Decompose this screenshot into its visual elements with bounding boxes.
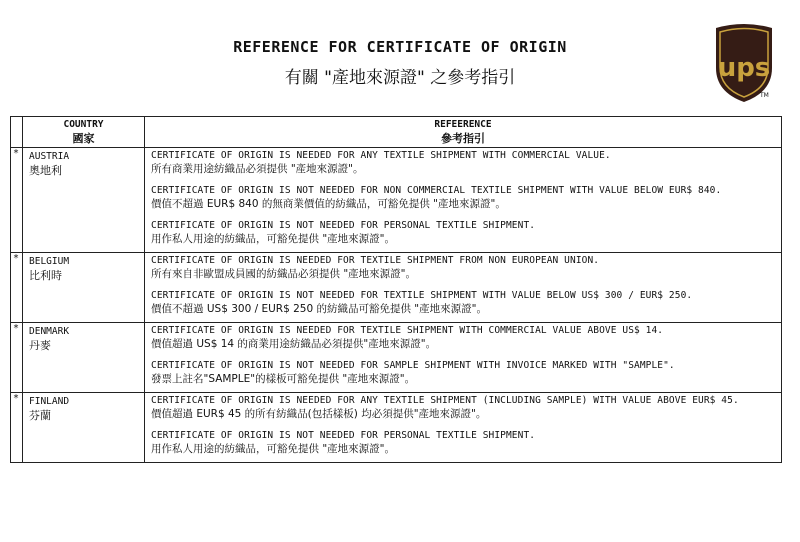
reference-text-en: CERTIFICATE OF ORIGIN IS NOT NEEDED FOR TEXTILE SHIPMENT WITH VALUE BELOW US$ 300 / EUR$ 250.	[151, 290, 693, 301]
reference-text-en: CERTIFICATE OF ORIGIN IS NEEDED FOR TEXTILE SHIPMENT FROM NON EUROPEAN UNION.	[151, 255, 600, 266]
reference-text-zh: 用作私人用途的紡織品，可豁免提供 "產地來源證"。	[151, 443, 395, 455]
row-marker: *	[11, 323, 23, 393]
reference-cell	[145, 148, 782, 253]
country-name-zh: 芬蘭	[29, 409, 51, 422]
reference-entry	[151, 395, 777, 421]
reference-text-zh: 所有來自非歐盟成員國的紡織品必須提供 "產地來源證"。	[151, 268, 416, 280]
reference-entry	[151, 255, 777, 281]
table-row-finland	[11, 393, 782, 463]
table-row-austria	[11, 148, 782, 253]
row-marker: *	[11, 148, 23, 253]
reference-cell	[145, 393, 782, 463]
header-country-en: COUNTRY	[63, 119, 104, 130]
reference-text-zh: 價值超過 US$ 14 的商業用途紡織品必須提供"產地來源證"。	[151, 338, 437, 350]
country-cell	[23, 253, 145, 323]
table-row-belgium	[11, 253, 782, 323]
country-cell	[23, 393, 145, 463]
reference-cell	[145, 253, 782, 323]
reference-text-en: CERTIFICATE OF ORIGIN IS NEEDED FOR TEXTILE SHIPMENT WITH COMMERCIAL VALUE ABOVE US$ 14.	[151, 325, 664, 336]
reference-text-en: CERTIFICATE OF ORIGIN IS NOT NEEDED FOR SAMPLE SHIPMENT WITH INVOICE MARKED WITH "SAMPLE".	[151, 360, 675, 371]
reference-text-en: CERTIFICATE OF ORIGIN IS NOT NEEDED FOR PERSONAL TEXTILE SHIPMENT.	[151, 430, 536, 441]
reference-text-zh: 價值超過 EUR$ 45 的所有紡織品(包括樣板) 均必須提供"產地來源證"。	[151, 408, 487, 420]
page-subtitle-chinese: 有關 "產地來源證" 之參考指引	[284, 68, 516, 88]
country-name-zh: 比利時	[29, 269, 62, 282]
reference-text-en: CERTIFICATE OF ORIGIN IS NEEDED FOR ANY TEXTILE SHIPMENT (INCLUDING SAMPLE) WITH VALUE ABOVE EUR$ 45.	[151, 395, 739, 406]
header-reference-en: REFEERENCE	[434, 119, 492, 130]
country-name-en: DENMARK	[29, 326, 70, 337]
reference-entry	[151, 220, 777, 246]
reference-text-zh: 發票上註名"SAMPLE"的樣板可豁免提供 "產地來源證"。	[151, 373, 416, 385]
reference-text-en: CERTIFICATE OF ORIGIN IS NOT NEEDED FOR PERSONAL TEXTILE SHIPMENT.	[151, 220, 536, 231]
header-country-zh: 國家	[72, 132, 95, 145]
reference-text-zh: 價值不超過 US$ 300 / EUR$ 250 的紡織品可豁免提供 "產地來源證"。	[151, 303, 487, 315]
reference-entry	[151, 430, 777, 456]
reference-text-en: CERTIFICATE OF ORIGIN IS NOT NEEDED FOR NON COMMERCIAL TEXTILE SHIPMENT WITH VALUE BELOW EUR$ 840.	[151, 185, 722, 196]
country-cell	[23, 323, 145, 393]
reference-text-en: CERTIFICATE OF ORIGIN IS NEEDED FOR ANY TEXTILE SHIPMENT WITH COMMERCIAL VALUE.	[151, 150, 611, 161]
page-title: REFERENCE FOR CERTIFICATE OF ORIGIN	[233, 38, 567, 56]
reference-text-zh: 所有商業用途紡織品必須提供 "產地來源證"。	[151, 163, 364, 175]
reference-entry	[151, 290, 777, 316]
country-name-zh: 奧地利	[29, 164, 62, 177]
reference-entry	[151, 185, 777, 211]
row-marker: *	[11, 393, 23, 463]
country-cell	[23, 148, 145, 253]
reference-entry	[151, 325, 777, 351]
country-name-en: BELGIUM	[29, 256, 70, 267]
country-name-en: FINLAND	[29, 396, 70, 407]
reference-text-zh: 價值不超過 EUR$ 840 的無商業價值的紡織品，可豁免提供 "產地來源證"。	[151, 198, 506, 210]
header-mark-cell	[11, 117, 23, 148]
logo-text: ups	[717, 53, 771, 83]
reference-entry	[151, 150, 777, 176]
header-country	[23, 117, 145, 148]
reference-entry	[151, 360, 777, 386]
row-marker: *	[11, 253, 23, 323]
header-reference-zh: 參考指引	[441, 132, 485, 145]
trademark-mark: TM	[760, 92, 769, 99]
table-header-row	[11, 117, 782, 148]
table-row-denmark	[11, 323, 782, 393]
country-name-en: AUSTRIA	[29, 151, 70, 162]
reference-table	[10, 116, 782, 463]
reference-cell	[145, 323, 782, 393]
reference-text-zh: 用作私人用途的紡織品，可豁免提供 "產地來源證"。	[151, 233, 395, 245]
header-reference	[145, 117, 782, 148]
country-name-zh: 丹麥	[29, 339, 51, 352]
